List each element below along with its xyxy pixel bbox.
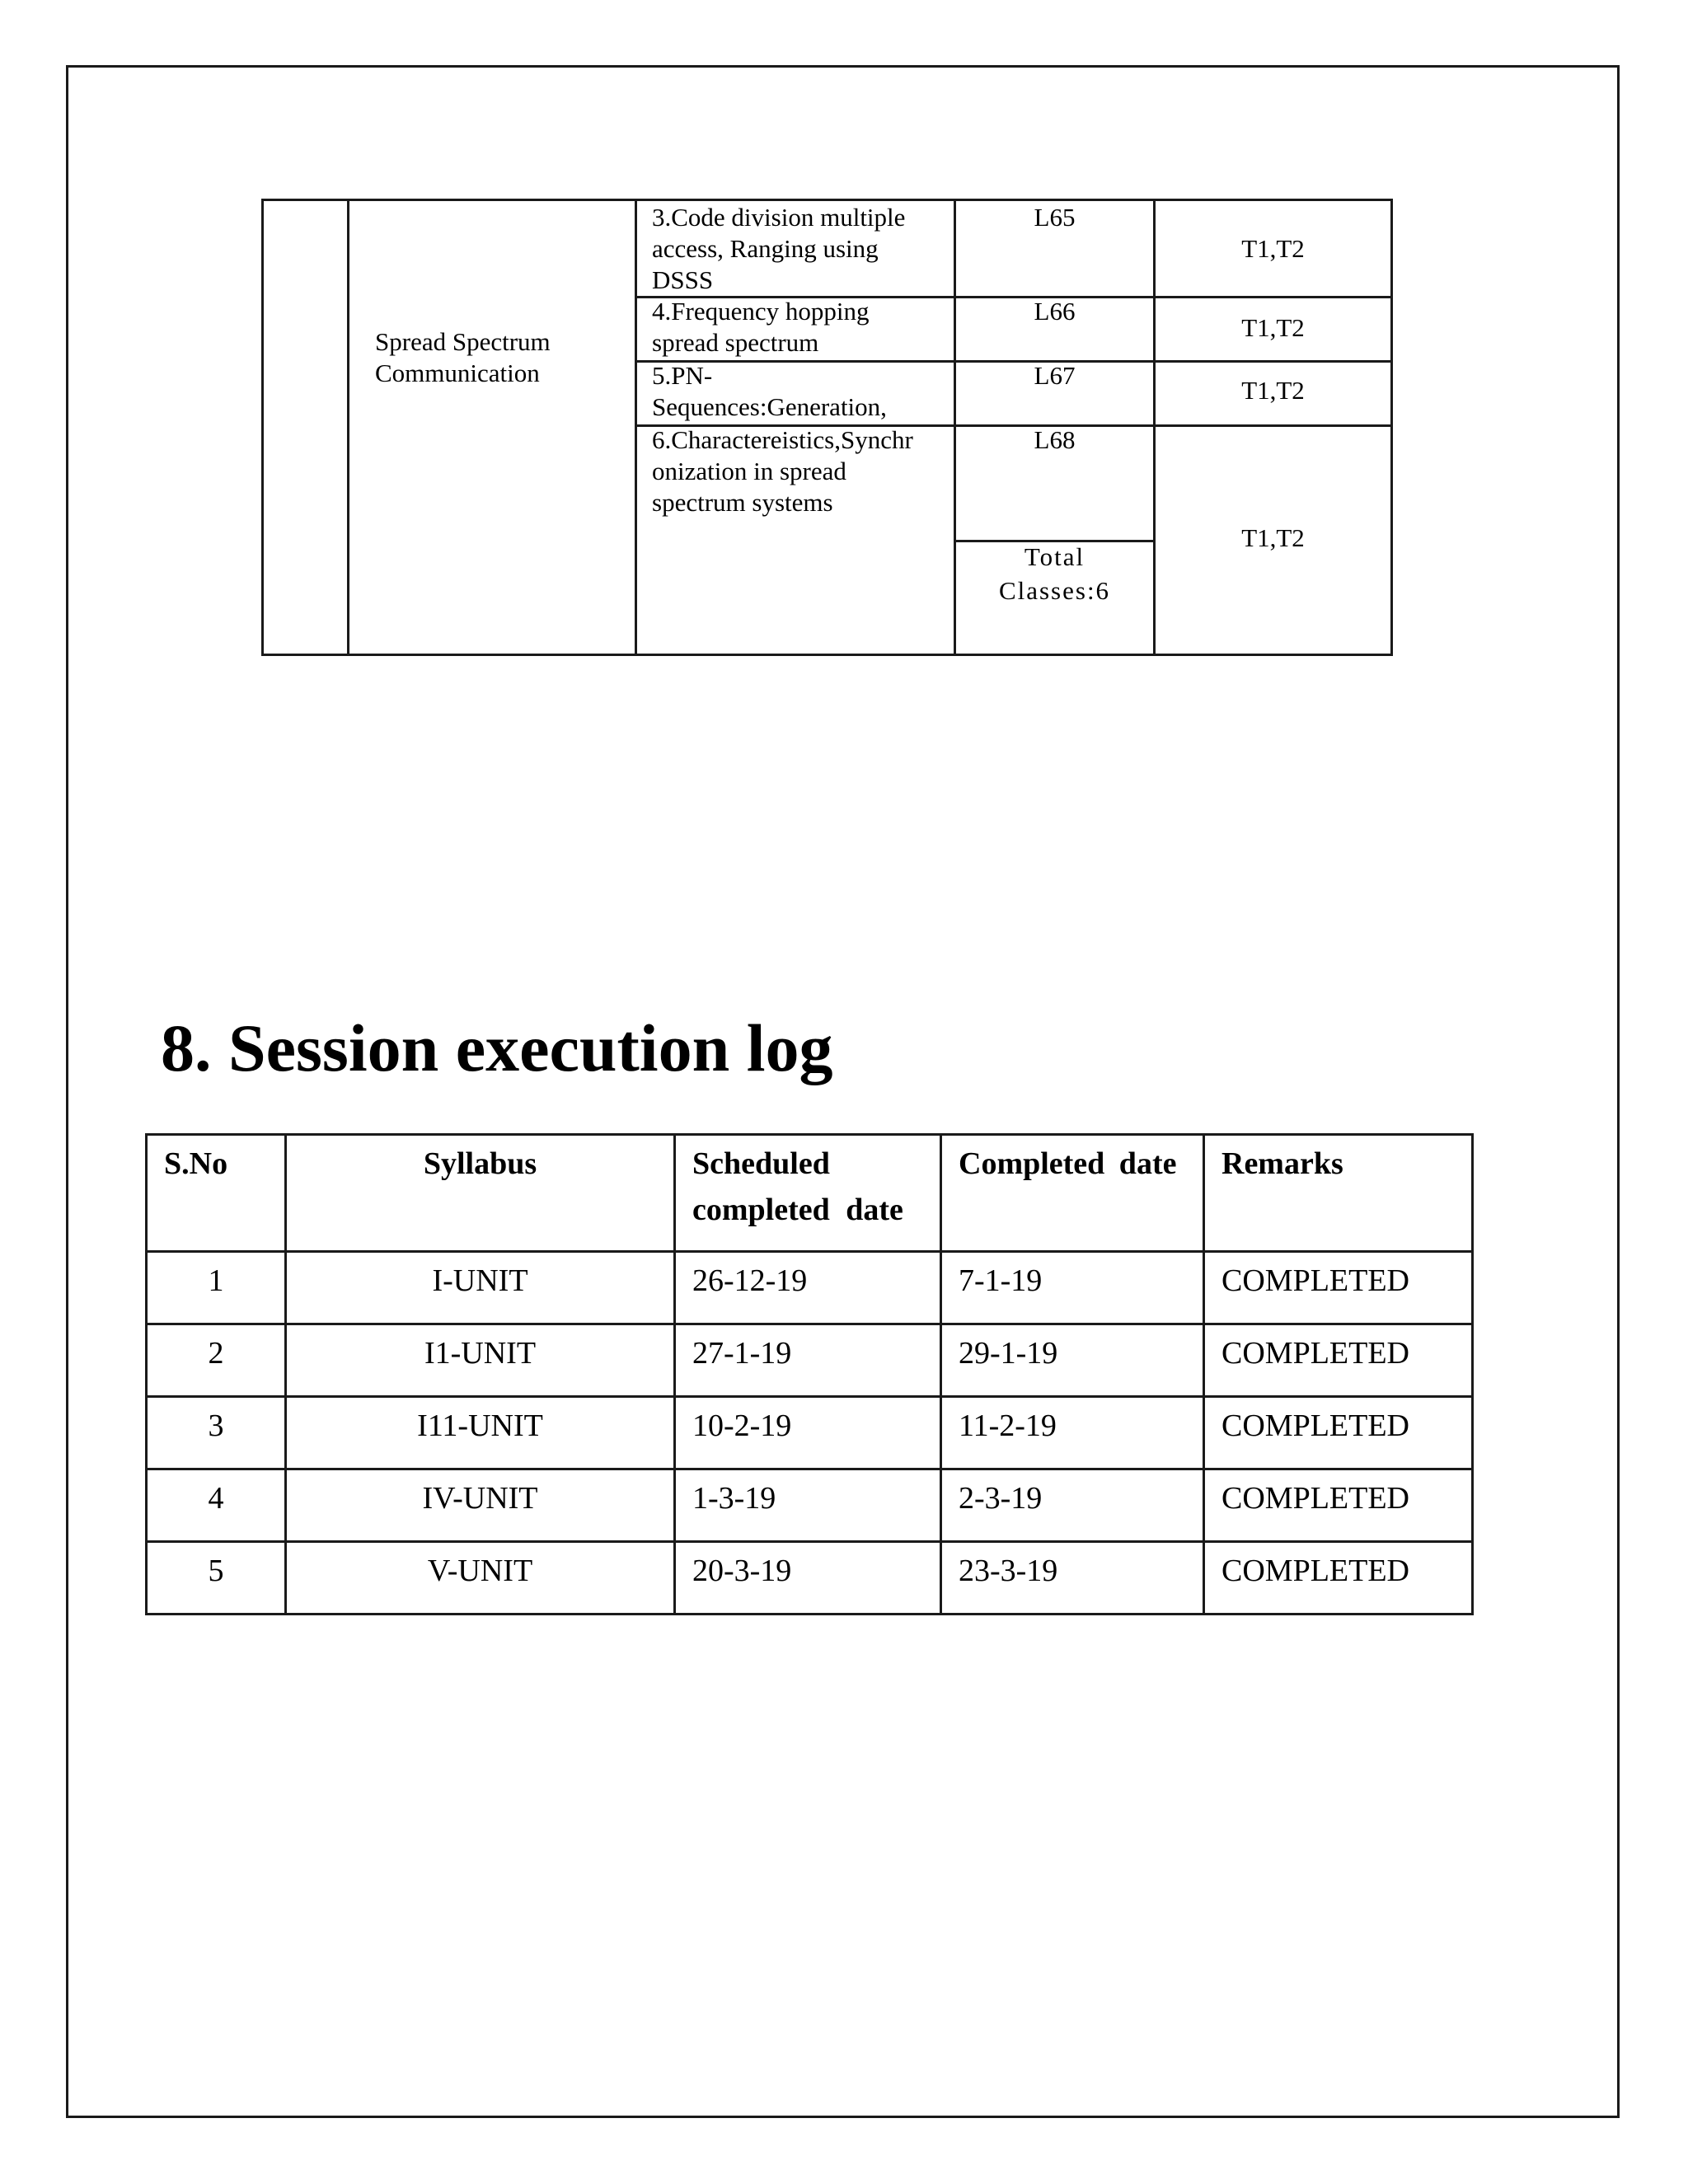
cell-completed: 2-3-19 [941, 1469, 1204, 1542]
cell-syllabus: I-UNIT [286, 1252, 675, 1324]
content-row-1-line-2: access, Ranging using [652, 234, 879, 263]
cell-remarks: COMPLETED [1204, 1542, 1473, 1615]
cell-completed: 7-1-19 [941, 1252, 1204, 1324]
lecture-row-2: L66 [1034, 297, 1076, 326]
books-row-3: T1,T2 [1241, 376, 1305, 405]
header-scheduled-line-2: completed date [692, 1193, 903, 1227]
total-classes-value: Classes:6 [998, 576, 1111, 605]
table-row [147, 1397, 1473, 1469]
cell-sno: 1 [147, 1252, 286, 1324]
books-row-1: T1,T2 [1241, 234, 1305, 263]
header-syllabus: Syllabus [286, 1135, 675, 1252]
header-completed: Completed date [941, 1135, 1204, 1252]
header-sno: S.No [147, 1135, 286, 1252]
lecture-row-1: L65 [1034, 203, 1076, 232]
cell-scheduled: 10-2-19 [675, 1397, 941, 1469]
content-row-3-line-1: 5.PN- [652, 361, 713, 390]
header-scheduled-line-1: Scheduled [692, 1146, 830, 1181]
section-heading: 8. Session execution log [161, 1010, 833, 1085]
cell-syllabus: V-UNIT [286, 1542, 675, 1615]
cell-scheduled: 27-1-19 [675, 1324, 941, 1397]
cell-sno: 5 [147, 1542, 286, 1615]
cell-scheduled: 26-12-19 [675, 1252, 941, 1324]
table-row [147, 1469, 1473, 1542]
table-header-row [147, 1135, 1473, 1252]
cell-syllabus: IV-UNIT [286, 1469, 675, 1542]
content-row-2-line-2: spread spectrum [652, 328, 819, 357]
table-row [147, 1252, 1473, 1324]
cell-completed: 29-1-19 [941, 1324, 1204, 1397]
content-row-4-line-1: 6.Charactereistics,Synchr [652, 425, 913, 454]
total-classes-label: Total [1024, 542, 1085, 571]
session-log-table [145, 1133, 1474, 1615]
topic-line-1: Spread Spectrum [375, 327, 551, 356]
content-row-2-line-1: 4.Frequency hopping [652, 297, 870, 326]
lesson-plan-table [261, 199, 1393, 656]
table-row [147, 1324, 1473, 1397]
topic-line-2: Communication [375, 359, 540, 387]
cell-sno: 2 [147, 1324, 286, 1397]
content-row-1-line-3: DSSS [652, 265, 714, 294]
table-row [147, 1542, 1473, 1615]
books-row-2: T1,T2 [1241, 313, 1305, 342]
content-row-3-line-2: Sequences:Generation, [652, 392, 887, 421]
cell-scheduled: 20-3-19 [675, 1542, 941, 1615]
cell-scheduled: 1-3-19 [675, 1469, 941, 1542]
cell-syllabus: I1-UNIT [286, 1324, 675, 1397]
content-row-4-line-3: spectrum systems [652, 488, 833, 517]
content-row-1-line-1: 3.Code division multiple [652, 203, 906, 232]
cell-sno: 4 [147, 1469, 286, 1542]
cell-remarks: COMPLETED [1204, 1252, 1473, 1324]
cell-remarks: COMPLETED [1204, 1469, 1473, 1542]
content-row-4-line-2: onization in spread [652, 457, 846, 485]
cell-syllabus: I11-UNIT [286, 1397, 675, 1469]
header-scheduled [675, 1135, 941, 1252]
lecture-row-4: L68 [1034, 425, 1076, 454]
lecture-row-3: L67 [1034, 361, 1076, 390]
cell-remarks: COMPLETED [1204, 1397, 1473, 1469]
cell-completed: 23-3-19 [941, 1542, 1204, 1615]
header-remarks: Remarks [1204, 1135, 1473, 1252]
cell-remarks: COMPLETED [1204, 1324, 1473, 1397]
cell-completed: 11-2-19 [941, 1397, 1204, 1469]
cell-sno: 3 [147, 1397, 286, 1469]
books-row-4: T1,T2 [1241, 523, 1305, 552]
